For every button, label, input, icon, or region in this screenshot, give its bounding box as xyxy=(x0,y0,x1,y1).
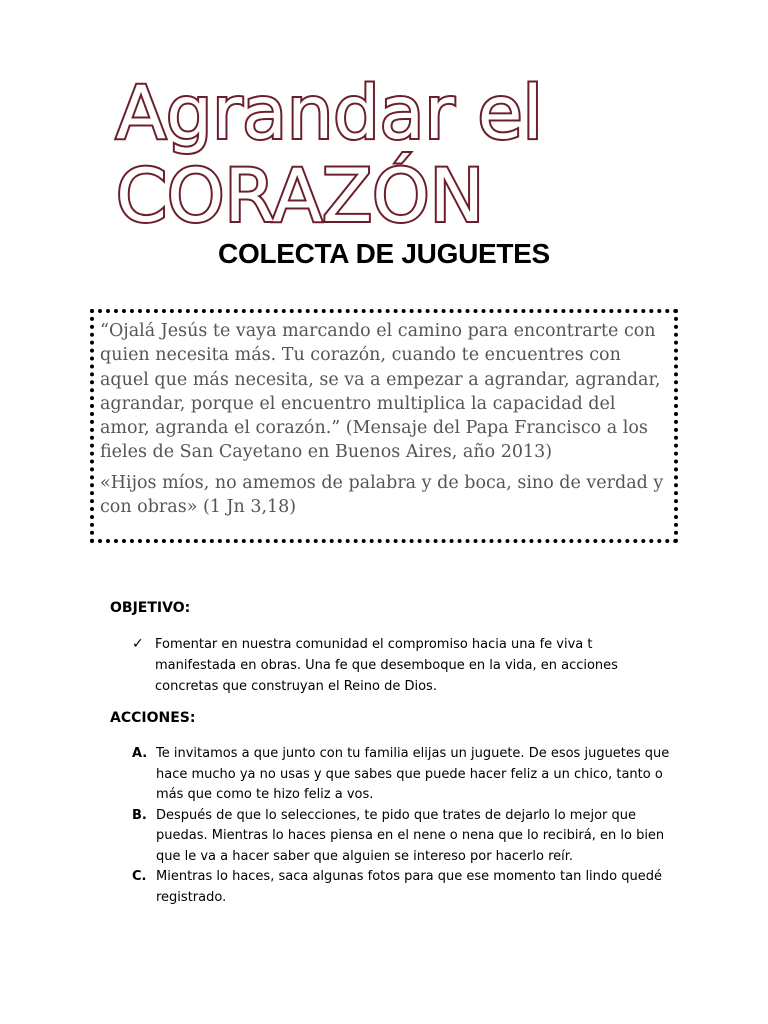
list-item xyxy=(132,867,672,908)
objetivo-item-text: Fomentar en nuestra comunidad el compromiso hacia una fe viva t manifestada en obras. Una fe que desemboque en la vida, en acciones concretas que construyan el Reino de Dios. xyxy=(155,637,618,694)
title-line-2: CORAZÓN xyxy=(116,154,485,239)
quote-paragraph-francisco: “Ojalá Jesús te vaya marcando el camino para encontrarte con quien necesita más. Tu corazón, cuando te encuentres con aquel que más necesita, se va a empezar a agrandar, agrandar, agrandar, porque el encuentro multiplica la capacidad del amor, agranda el corazón.” (Mensaje del Papa Francisco a los fieles de San Cayetano en Buenos Aires, año 2013) xyxy=(100,321,661,463)
list-item-text: Mientras lo haces, saca algunas fotos para que ese momento tan lindo quedé registrado. xyxy=(156,869,662,905)
title-line-1: Agrandar el xyxy=(116,71,543,156)
list-item-letter: A. xyxy=(132,746,148,761)
quote-box xyxy=(90,309,678,543)
list-item-text: Te invitamos a que junto con tu familia elijas un juguete. De esos juguetes que hace mucho ya no usas y que sabes que puede hacer feliz a un chico, tanto o más que como te hizo feliz a vos. xyxy=(156,746,670,802)
check-icon: ✓ xyxy=(132,636,144,652)
document-title xyxy=(116,72,543,238)
list-item-letter: B. xyxy=(132,807,147,823)
document-subtitle: COLECTA DE JUGUETES xyxy=(218,238,550,269)
list-item xyxy=(132,744,672,806)
acciones-list xyxy=(132,744,672,908)
list-item-letter: C. xyxy=(132,869,147,884)
objetivo-heading: OBJETIVO: xyxy=(110,600,191,616)
list-item xyxy=(132,806,672,868)
objetivo-list xyxy=(132,634,672,697)
acciones-heading: ACCIONES: xyxy=(110,710,196,726)
quote-paragraph-scripture: «Hijos míos, no amemos de palabra y de boca, sino de verdad y con obras» (1 Jn 3,18) xyxy=(100,472,664,518)
list-item-text: Después de que lo selecciones, te pido que trates de dejarlo lo mejor que puedas. Mientras lo haces piensa en el nene o nena que lo recibirá, en lo bien que le va a hacer saber que alguien se intereso por hacerlo reír. xyxy=(156,807,665,864)
list-item xyxy=(132,634,672,697)
